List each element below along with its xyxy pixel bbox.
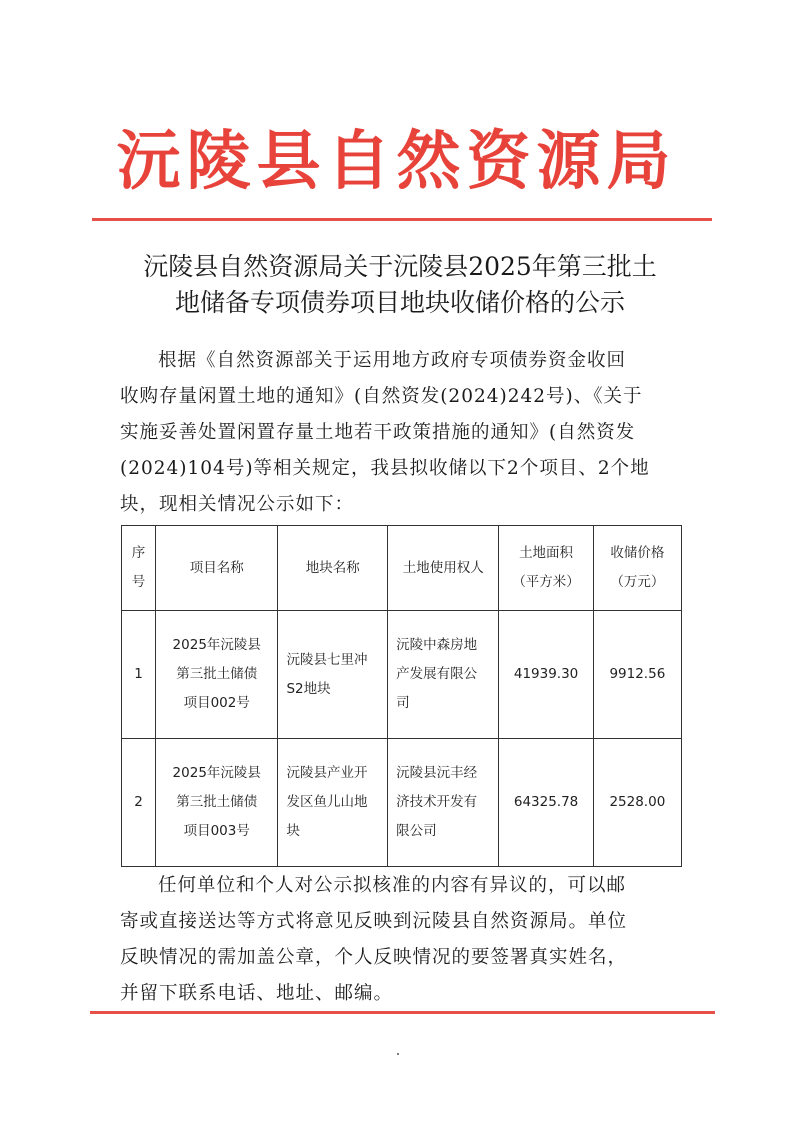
row-price: 2528.00 [593,739,681,867]
row-price: 9912.56 [593,611,681,739]
header-price-line-2: （万元） [610,574,665,590]
header-seq [122,526,156,611]
row-project-line: 项目003号 [183,823,250,839]
row-project-line: 项目002号 [183,695,250,711]
row-plot-line: 沅陵县七里冲 [286,651,368,668]
scan-dot [397,1053,399,1055]
row-seq: 2 [122,739,156,867]
closing-line-4: 并留下联系电话、地址、邮编。 [120,983,394,1004]
issuing-authority-masthead: 沅陵县自然资源局 [116,124,677,199]
closing-line-1: 任何单位和个人对公示拟核准的内容有异议的，可以邮 [158,875,627,896]
row-owner-line: 沅陵中森房地 [396,637,478,653]
closing-line-3: 反映情况的需加盖公章，个人反映情况的要签署真实姓名， [120,947,628,968]
table-row [122,739,682,867]
intro-line-4: (2024)104号)等相关规定，我县拟收储以下2个项目、2个地 [120,458,650,479]
intro-line-1: 根据《自然资源部关于运用地方政府专项债券资金收回 [158,350,627,371]
table-row [122,611,682,739]
row-owner [388,739,499,867]
header-area [499,526,593,611]
row-owner-line: 司 [396,695,410,711]
row-plot-line: 沅陵县产业开 [286,765,368,781]
closing-line-2: 寄或直接送达等方式将意见反映到沅陵县自然资源局。单位 [120,911,628,932]
row-project-line: 2025年沅陵县 [172,765,261,781]
row-plot [278,611,388,739]
title-line-1: 沅陵县自然资源局关于沅陵县2025年第三批土 [143,252,657,281]
header-seq-line-1: 序 [131,545,146,561]
row-owner [388,611,499,739]
table-header-row [122,526,682,611]
row-area: 41939.30 [499,611,593,739]
intro-paragraph [120,343,682,523]
header-area-line-1: 土地面积 [519,545,574,561]
intro-line-2: 收购存量闲置土地的通知》(自然资发(2024)242号)、《关于 [120,386,643,407]
row-project-line: 2025年沅陵县 [172,637,261,653]
header-red-rule [92,218,712,221]
header-price [593,526,681,611]
row-owner-line: 沅陵县沅丰经 [396,765,478,781]
header-area-line-2: （平方米） [512,574,580,590]
row-owner-line: 产发展有限公 [396,666,478,682]
document-title [100,249,700,321]
row-project-line: 第三批土储债 [176,794,258,810]
land-acquisition-table [121,525,682,867]
row-project [155,739,278,867]
row-project-line: 第三批土储债 [176,666,258,682]
row-plot-line: S2地块 [286,680,331,697]
header-owner: 土地使用权人 [388,526,499,611]
header-price-line-1: 收储价格 [610,545,665,561]
row-project [155,611,278,739]
row-owner-line: 济技术开发有 [396,794,478,810]
header-seq-line-2: 号 [131,574,146,590]
intro-line-3: 实施妥善处置闲置存量土地若干政策措施的通知》(自然资发 [120,422,636,443]
intro-line-5: 块，现相关情况公示如下： [120,494,355,515]
row-area: 64325.78 [499,739,593,867]
header-project: 项目名称 [155,526,278,611]
row-plot-line: 发区鱼儿山地 [286,794,368,810]
row-plot [278,739,388,867]
header-plot: 地块名称 [278,526,388,611]
row-seq: 1 [122,611,156,739]
title-line-2: 地储备专项债券项目地块收储价格的公示 [174,288,625,317]
footer-red-rule [90,1011,715,1014]
closing-paragraph [120,868,682,1012]
row-plot-line: 块 [286,823,300,839]
row-owner-line: 限公司 [396,823,437,839]
